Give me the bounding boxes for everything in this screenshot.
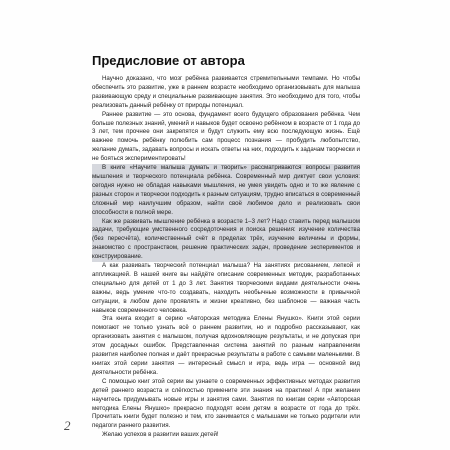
paragraph: С помощью книг этой серии вы узнаете о современных эффективных методах развития детей раннего возраста и слёгкостью примените эти знания на практике! А при желании научитесь придумывать новые игры и занятия сами. Занятия по книгам серии «Авторская методика Елены Янушко» прекрасно подходят всем детям в возрасте от года до трёх. Прочитать книги будет полезно и тем, кто занимается с малышами не только родители или педагоги раннего развития. [92, 377, 360, 430]
paragraph: Научно доказано, что мозг ребёнка развивается стремительными темпами. Но чтобы обеспечить это развитие, уже в раннем возрасте необходимо организовывать для малыша развивающую среду и специальные развивающие занятия. Это необходимо для того, чтобы реализовать данный ребёнку от природы потенциал. [92, 75, 360, 109]
paragraph: Желаю успехов в развитии ваших детей! [102, 431, 219, 439]
paragraph: Раннее развитие — это основа, фундамент всего будущего образования ребёнка. Чем больше полезных знаний, умений и навыков будет освоено ребёнком в возрасте от 1 года до 3 лет, тем прочнее они закрепятся и будут служить ему всю последующую жизнь. Ещё важнее помочь ребёнку полюбить сам процесс познания — пробудить любопытство, желание думать, задавать вопросы и искать ответы на них, подходить к задачам творчески и не бояться экспериментировать! [92, 110, 360, 163]
page-number: 2 [64, 418, 71, 433]
page-content [92, 53, 360, 440]
paragraph-highlighted: В книге «Научите малыша думать и творить» рассматриваются вопросы развития мышления и творческого потенциала ребёнка. Современный мир диктует свои условия: сегодня нужно не обладая навыками мышления, не умея увидеть одно и то же явление с разных сторон и творчески подходить к разным ситуациям, трудно вписаться в современный сложный мир наилучшим образом, найти своё любимое дело и реализовать свои способности в полной мере. [92, 164, 360, 216]
paragraph-highlighted: Как же развивать мышление ребёнка в возрасте 1–3 лет? Надо ставить перед малышом задачи, требующие умственного сосредоточения и поиска решения: изучение количества (без пересчёта), количественный счёт в пределах трёх, изучение величины и формы, знакомство с пространством, решение практических задач, проведение экспериментов и конструирование. [92, 217, 360, 261]
paragraph: Эта книга входит в серию «Авторская методика Елены Янушко». Книги этой серии помогают не только узнать всё о раннем развитии, но и подробно рассказывают, как организовать занятия с малышом, получая вдохновляющие результаты, и не допуская при этом досадных ошибок. Представленная система занятий по разным направлениям развития наиболее полная и даёт прекрасные результаты в работе с самыми маленькими. В книгах этой серии занятия — интересный смысл и игра, ведь игра — основной вид деятельности ребёнка. [92, 315, 360, 376]
paragraph: А как развивать творческий потенциал малыша? На занятиях рисованием, лепкой и аппликацией. В нашей книге вы найдёте описание современных методик, разработанных специально для детей от 1 до 3 лет. Занятия творческими видами деятельности очень важны, ведь умение что-то создавать, находить необычные возможности в привычной ситуации, в любом деле проявлять и жизни креативно, без шаблонов — важная часть навыков современного человека. [92, 262, 360, 314]
page-title: Предисловие от автора [92, 53, 245, 68]
